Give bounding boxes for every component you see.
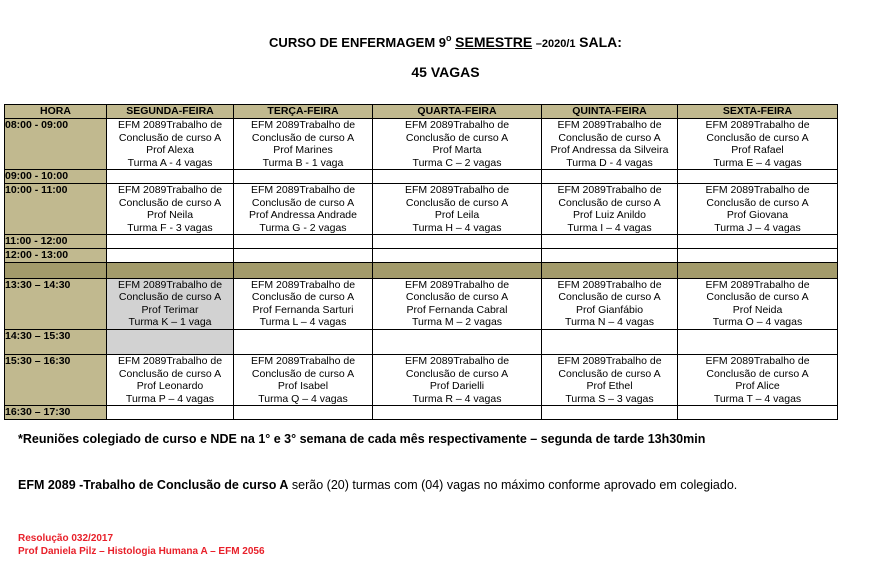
schedule-body	[5, 119, 838, 420]
cell-line: Prof Giovana	[726, 209, 789, 222]
cell-line: Prof Andressa Andrade	[249, 209, 357, 222]
time-slot: 12:00 - 13:00	[5, 248, 107, 262]
schedule-cell	[107, 329, 234, 354]
schedule-cell	[542, 235, 678, 249]
schedule-cell	[542, 278, 678, 329]
schedule-cell	[234, 248, 373, 262]
schedule-cell	[107, 354, 234, 405]
cell-line: EFM 2089Trabalho de	[404, 278, 510, 291]
meetings-note: *Reuniões colegiado de curso e NDE na 1° e 3° semana de cada mês respectivamente – segunda de tarde 13h30min	[18, 432, 706, 446]
title-course: CURSO DE ENFERMAGEM 9	[269, 35, 447, 50]
cell-line: Prof Andressa da Silveira	[550, 144, 669, 157]
column-header: SEGUNDA-FEIRA	[107, 105, 234, 119]
time-slot: 14:30 – 15:30	[5, 329, 107, 354]
schedule-cell	[373, 119, 542, 170]
cell-line: Prof Fernanda Sarturi	[252, 303, 354, 316]
cell-line: Conclusão de curso A	[405, 131, 509, 144]
cell-line: EFM 2089Trabalho de	[705, 278, 810, 291]
cell-line: EFM 2089Trabalho de	[557, 183, 662, 196]
cell-line: Prof Neila	[146, 209, 194, 222]
cell-line: EFM 2089Trabalho de	[705, 354, 810, 367]
footer-professor: Prof Daniela Pilz – Histologia Humana A – EFM 2056	[18, 546, 265, 557]
cell-line: Prof Ethel	[586, 380, 633, 393]
schedule-cell	[542, 170, 678, 184]
schedule-cell	[107, 183, 234, 234]
title-sala: SALA:	[579, 34, 622, 50]
cell-line: Conclusão de curso A	[251, 196, 355, 209]
schedule-cell	[234, 183, 373, 234]
schedule-cell	[678, 248, 838, 262]
cell-line: Prof Rafael	[731, 144, 784, 157]
cell-line: EFM 2089Trabalho de	[404, 119, 510, 131]
cell-line: Turma S – 3 vagas	[565, 392, 654, 405]
cell-line: EFM 2089Trabalho de	[557, 278, 662, 291]
schedule-cell	[542, 354, 678, 405]
cell-line: Turma O – 4 vagas	[712, 316, 803, 329]
cell-line: Turma H – 4 vagas	[412, 221, 502, 234]
schedule-cell	[542, 329, 678, 354]
table-row	[5, 248, 838, 262]
schedule-cell	[234, 262, 373, 278]
cell-line: EFM 2089Trabalho de	[117, 278, 223, 291]
cell-line: EFM 2089Trabalho de	[557, 354, 662, 367]
cell-line: Prof Leila	[434, 209, 480, 222]
cell-line: Turma L – 4 vagas	[259, 316, 347, 329]
cell-line: Turma K – 1 vaga	[128, 316, 212, 329]
schedule-cell	[678, 354, 838, 405]
schedule-cell	[107, 119, 234, 170]
cell-line: Turma G - 2 vagas	[259, 221, 347, 234]
schedule-cell	[234, 354, 373, 405]
cell-line: Conclusão de curso A	[706, 367, 809, 380]
schedule-cell	[373, 170, 542, 184]
cell-line: EFM 2089Trabalho de	[250, 278, 356, 291]
vagas-heading: 45 VAGAS	[411, 64, 480, 80]
cell-line: Conclusão de curso A	[405, 367, 509, 380]
cell-line: Conclusão de curso A	[251, 131, 355, 144]
cell-line: Turma T – 4 vagas	[713, 392, 802, 405]
time-slot	[5, 262, 107, 278]
cell-line: EFM 2089Trabalho de	[250, 354, 356, 367]
document-title	[0, 33, 891, 50]
schedule-cell	[542, 119, 678, 170]
cell-line: Turma E – 4 vagas	[713, 156, 802, 169]
cell-line: Conclusão de curso A	[706, 196, 809, 209]
schedule-cell	[234, 406, 373, 420]
schedule-cell	[373, 354, 542, 405]
schedule-cell	[107, 248, 234, 262]
cell-line: Turma D - 4 vagas	[566, 156, 653, 169]
cell-line: Conclusão de curso A	[558, 367, 661, 380]
cell-line: Conclusão de curso A	[558, 196, 661, 209]
schedule-cell	[107, 278, 234, 329]
cell-line: EFM 2089Trabalho de	[250, 119, 356, 131]
cell-line: EFM 2089Trabalho de	[404, 183, 510, 196]
cell-line: Prof Luiz Anildo	[573, 209, 646, 222]
table-header-row	[5, 105, 838, 119]
cell-line: Conclusão de curso A	[558, 291, 661, 304]
cell-line: EFM 2089Trabalho de	[250, 183, 356, 196]
cell-line: Conclusão de curso A	[405, 196, 509, 209]
schedule-cell	[678, 262, 838, 278]
schedule-cell	[234, 170, 373, 184]
cell-line: Conclusão de curso A	[405, 291, 509, 304]
time-slot: 10:00 - 11:00	[5, 183, 107, 234]
schedule-cell	[373, 329, 542, 354]
cell-line: Conclusão de curso A	[251, 367, 355, 380]
schedule-cell	[542, 183, 678, 234]
schedule-cell	[678, 278, 838, 329]
cell-line: Prof Alexa	[146, 144, 194, 157]
cell-line: Turma F - 3 vagas	[127, 221, 213, 234]
table-row	[5, 354, 838, 405]
table-row	[5, 262, 838, 278]
table-row	[5, 278, 838, 329]
schedule-cell	[373, 262, 542, 278]
schedule-cell	[678, 406, 838, 420]
cell-line: Prof Isabel	[277, 380, 329, 393]
schedule-table	[4, 104, 838, 420]
cell-line: Turma I – 4 vagas	[567, 221, 652, 234]
efm-note-rest: serão (20) turmas com (04) vagas no máximo conforme aprovado em colegiado.	[288, 478, 738, 492]
cell-line: EFM 2089Trabalho de	[705, 183, 810, 196]
resolution-number: Resolução 032/2017	[18, 533, 114, 544]
cell-line: Prof Leonardo	[136, 380, 204, 393]
schedule-cell	[107, 406, 234, 420]
title-semestre: SEMESTRE	[455, 34, 533, 50]
cell-line: Conclusão de curso A	[706, 131, 809, 144]
cell-line: Conclusão de curso A	[558, 131, 661, 144]
schedule-cell	[678, 329, 838, 354]
table-row	[5, 406, 838, 420]
schedule-cell	[373, 183, 542, 234]
table-row	[5, 170, 838, 184]
schedule-cell	[107, 235, 234, 249]
efm-note	[18, 478, 737, 492]
cell-line: Prof Neida	[732, 303, 783, 316]
cell-line: EFM 2089Trabalho de	[557, 119, 662, 131]
schedule-cell	[542, 262, 678, 278]
schedule-cell	[373, 248, 542, 262]
time-slot: 08:00 - 09:00	[5, 119, 107, 170]
schedule-cell	[373, 235, 542, 249]
cell-line: Prof Darielli	[429, 380, 485, 393]
schedule-cell	[678, 170, 838, 184]
cell-line: Conclusão de curso A	[118, 196, 222, 209]
time-slot: 13:30 – 14:30	[5, 278, 107, 329]
cell-line: Turma M – 2 vagas	[411, 316, 503, 329]
cell-line: Prof Terimar	[141, 303, 199, 316]
time-slot: 16:30 – 17:30	[5, 406, 107, 420]
title-year: –2020/1	[535, 38, 576, 50]
column-header: QUARTA-FEIRA	[373, 105, 542, 119]
footer-resolution	[18, 532, 265, 558]
column-header: TERÇA-FEIRA	[234, 105, 373, 119]
schedule-cell	[234, 235, 373, 249]
column-header: SEXTA-FEIRA	[678, 105, 838, 119]
cell-line: EFM 2089Trabalho de	[705, 119, 810, 131]
cell-line: Turma C – 2 vagas	[412, 156, 502, 169]
cell-line: Turma J – 4 vagas	[714, 221, 801, 234]
schedule-cell	[234, 329, 373, 354]
schedule-cell	[234, 119, 373, 170]
cell-line: Prof Gianfábio	[575, 303, 644, 316]
cell-line: EFM 2089Trabalho de	[117, 119, 223, 131]
cell-line: Conclusão de curso A	[706, 291, 809, 304]
cell-line: Conclusão de curso A	[118, 131, 222, 144]
title-superscript: o	[446, 33, 452, 43]
cell-line: Conclusão de curso A	[118, 291, 222, 304]
table-row	[5, 329, 838, 354]
cell-line: EFM 2089Trabalho de	[404, 354, 510, 367]
schedule-cell	[542, 248, 678, 262]
cell-line: Prof Marta	[432, 144, 482, 157]
cell-line: EFM 2089Trabalho de	[117, 354, 223, 367]
cell-line: Conclusão de curso A	[118, 367, 222, 380]
schedule-cell	[542, 406, 678, 420]
cell-line: Prof Alice	[735, 380, 780, 393]
cell-line: Conclusão de curso A	[251, 291, 355, 304]
table-row	[5, 183, 838, 234]
cell-line: Prof Marines	[273, 144, 333, 157]
cell-line: EFM 2089Trabalho de	[117, 183, 223, 196]
schedule-cell	[678, 183, 838, 234]
cell-line: Turma A - 4 vagas	[127, 156, 213, 169]
time-slot: 15:30 – 16:30	[5, 354, 107, 405]
cell-line: Turma B - 1 vaga	[262, 156, 344, 169]
efm-note-bold: EFM 2089 -Trabalho de Conclusão de curso A	[18, 478, 289, 492]
schedule-cell	[107, 170, 234, 184]
schedule-cell	[107, 262, 234, 278]
column-header: QUINTA-FEIRA	[542, 105, 678, 119]
table-row	[5, 119, 838, 170]
schedule-cell	[678, 235, 838, 249]
column-header: HORA	[5, 105, 107, 119]
schedule-cell	[678, 119, 838, 170]
cell-line: Prof Fernanda Cabral	[406, 303, 508, 316]
schedule-cell	[234, 278, 373, 329]
schedule-cell	[373, 278, 542, 329]
time-slot: 09:00 - 10:00	[5, 170, 107, 184]
time-slot: 11:00 - 12:00	[5, 235, 107, 249]
cell-line: Turma R – 4 vagas	[412, 392, 502, 405]
cell-line: Turma P – 4 vagas	[125, 392, 215, 405]
cell-line: Turma N – 4 vagas	[565, 316, 654, 329]
schedule-cell	[373, 406, 542, 420]
table-row	[5, 235, 838, 249]
cell-line: Turma Q – 4 vagas	[258, 392, 348, 405]
